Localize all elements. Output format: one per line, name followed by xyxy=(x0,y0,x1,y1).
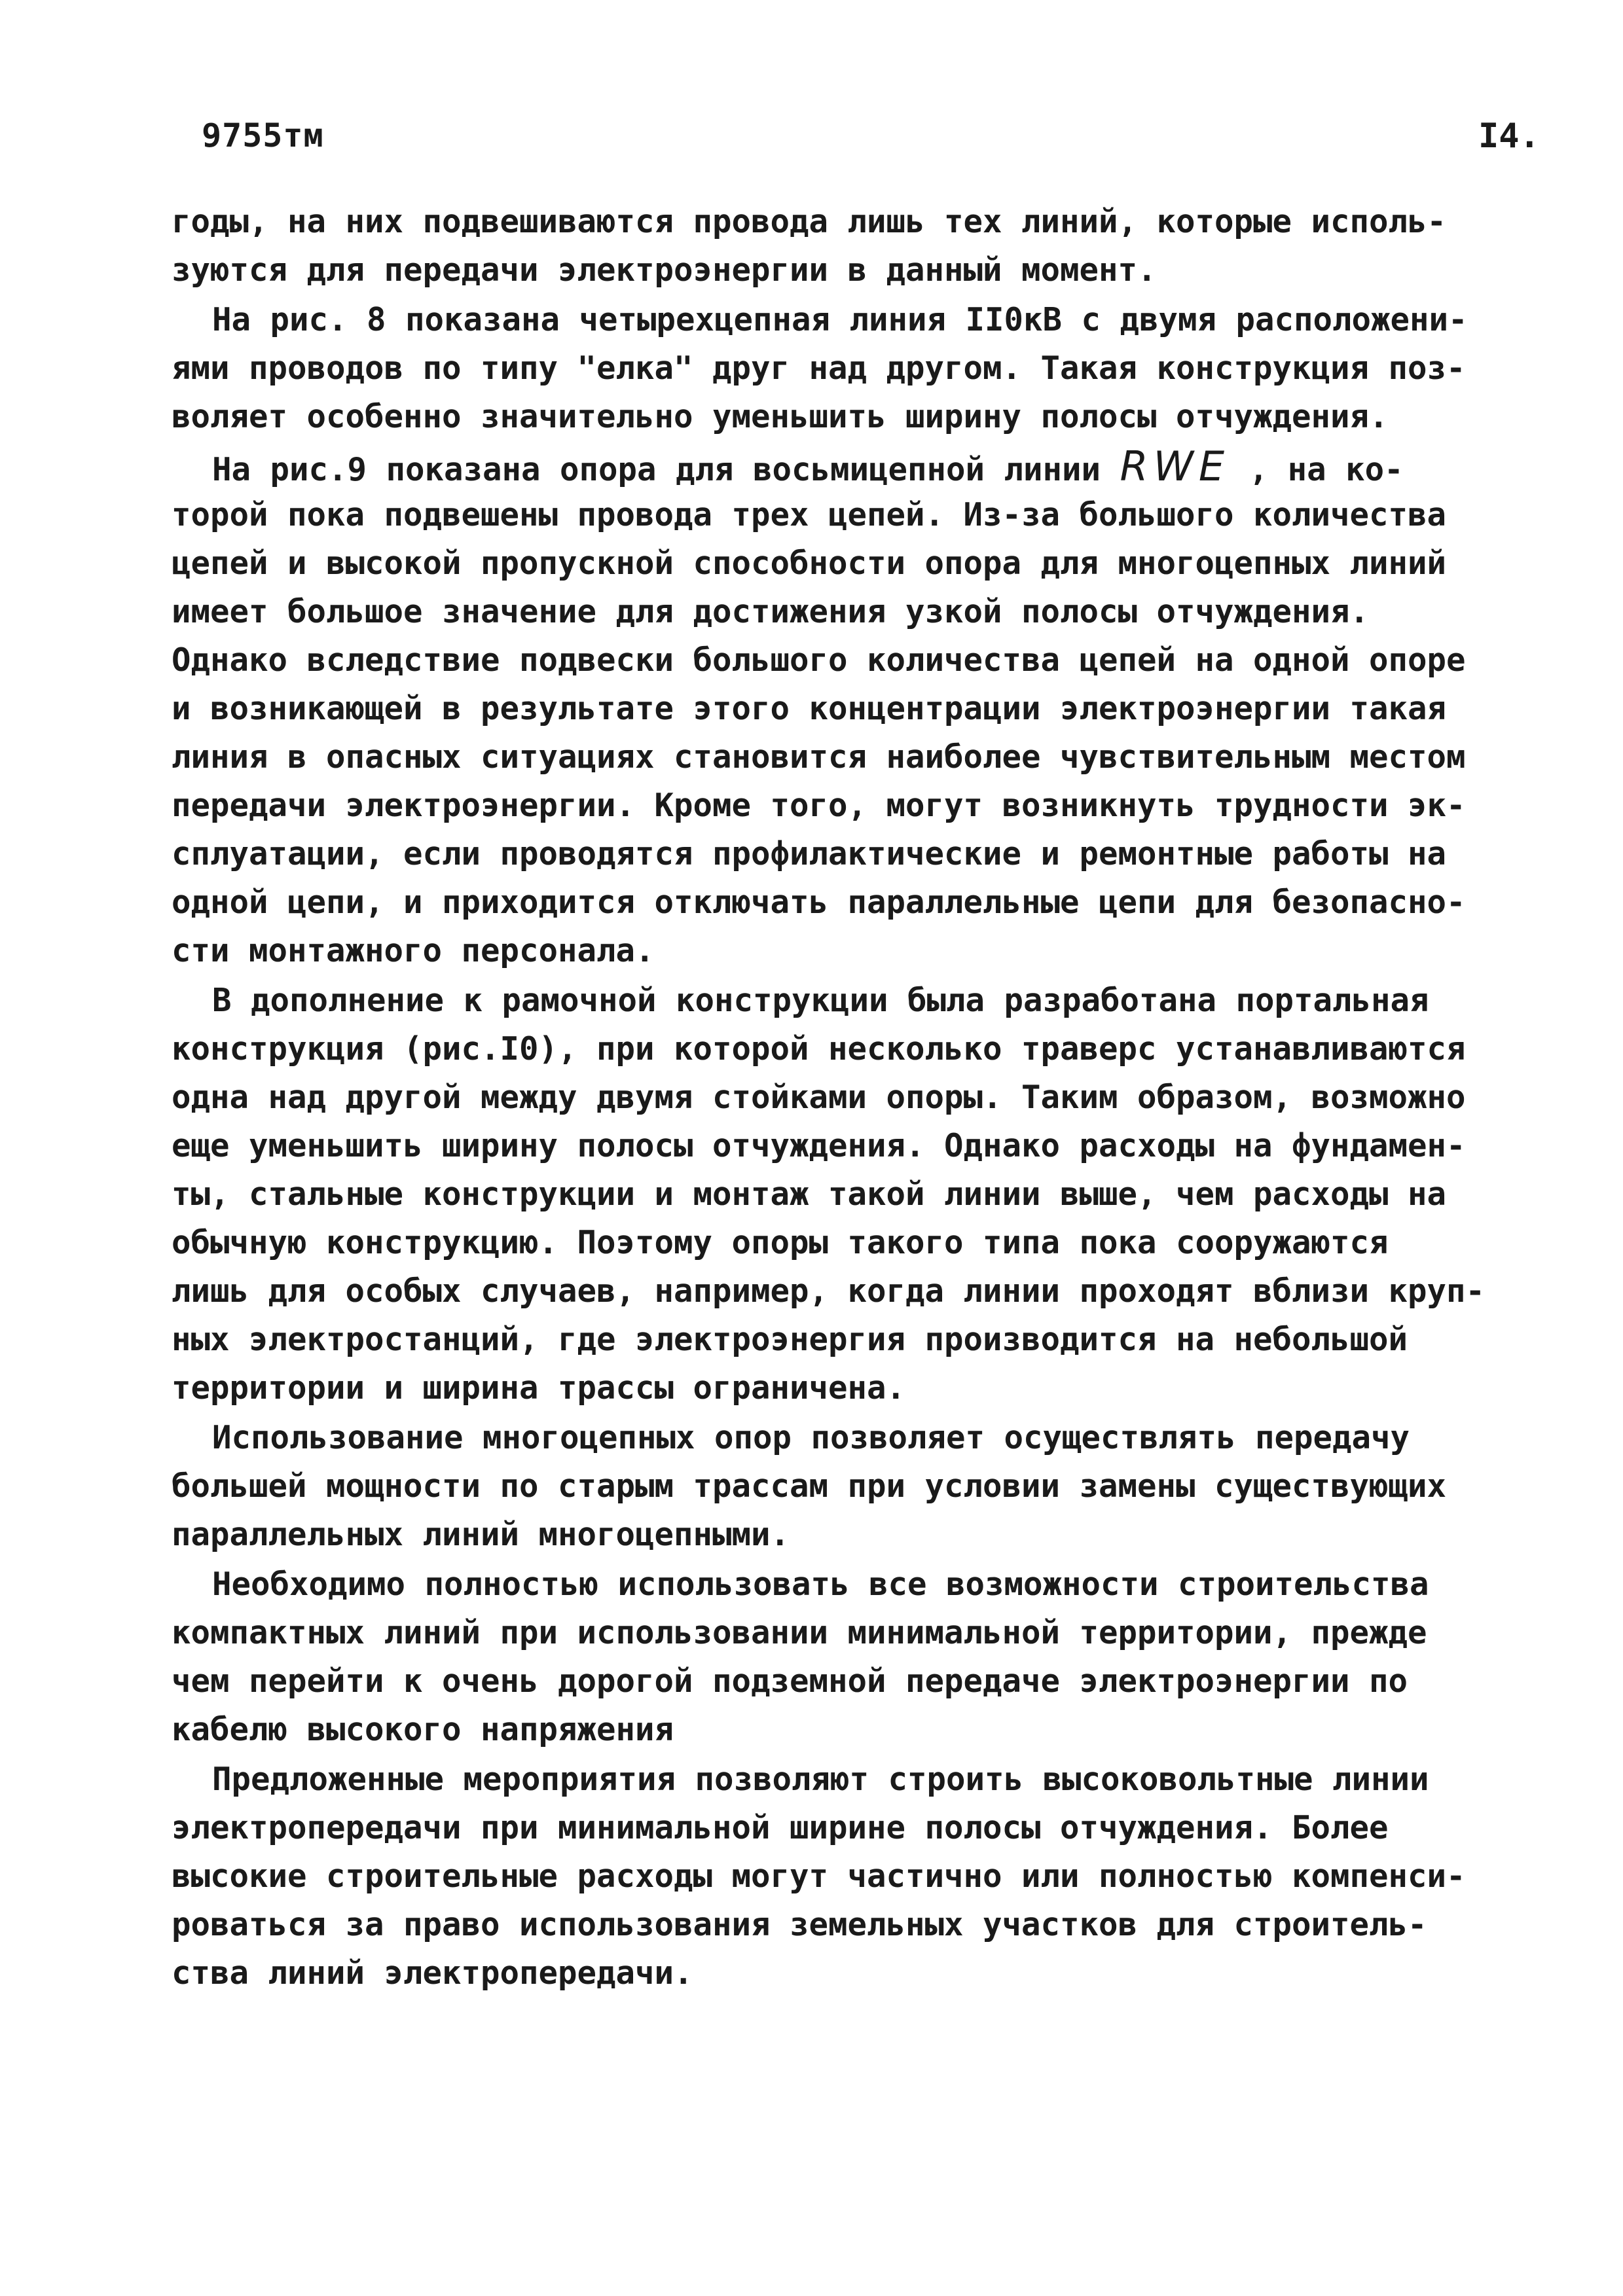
text-line: годы, на них подвешиваются провода лишь тех линий, которые исполь- xyxy=(172,203,1447,240)
text-line: воляет особенно значительно уменьшить ширину полосы отчуждения. xyxy=(172,398,1389,435)
body-text xyxy=(172,198,1494,1999)
text-line: имеет большое значение для достижения узкой полосы отчуждения. xyxy=(172,593,1370,630)
text-line: электропередачи при минимальной ширине полосы отчуждения. Более xyxy=(172,1809,1389,1846)
text-line: территории и ширина трассы ограничена. xyxy=(172,1369,906,1407)
text-line: Предложенные мероприятия позволяют строить высоковольтные линии xyxy=(212,1761,1429,1798)
text-line: и возникающей в результате этого концентрации электроэнергии такая xyxy=(172,690,1447,727)
paragraph-3 xyxy=(172,442,1494,975)
text-line: передачи электроэнергии. Кроме того, могут возникнуть трудности эк- xyxy=(172,787,1466,824)
text-line: высокие строительные расходы могут частично или полностью компенси- xyxy=(172,1857,1466,1895)
text-line: компактных линий при использовании минимальной территории, прежде xyxy=(172,1614,1427,1651)
text-line: одна над другой между двумя стойками опоры. Таким образом, возможно xyxy=(172,1079,1466,1116)
text-line: линия в опасных ситуациях становится наиболее чувствительным местом xyxy=(172,738,1466,776)
paragraph-2 xyxy=(172,296,1494,441)
page-number: I4. xyxy=(1478,117,1540,156)
text-line: В дополнение к рамочной конструкции была разработана портальная xyxy=(212,982,1429,1019)
text-fragment: , на ко- xyxy=(1230,451,1404,488)
text-line: лишь для особых случаев, например, когда линии проходят вблизи круп- xyxy=(172,1272,1486,1310)
paragraph-7 xyxy=(172,1755,1494,1998)
text-line: ями проводов по типу "елка" друг над другом. Такая конструкция поз- xyxy=(172,350,1466,387)
text-line: сплуатации, если проводятся профилактические и ремонтные работы на xyxy=(172,835,1447,872)
text-line: сти монтажного персонала. xyxy=(172,932,655,969)
text-line: параллельных линий многоцепными. xyxy=(172,1516,790,1553)
text-line xyxy=(172,442,1494,491)
text-line: ты, стальные конструкции и монтаж такой линии выше, чем расходы на xyxy=(172,1175,1447,1213)
text-line: зуются для передачи электроэнергии в данный момент. xyxy=(172,251,1157,289)
paragraph-1 xyxy=(172,198,1494,295)
handwritten-insertion: RWE xyxy=(1120,442,1230,490)
text-line: большей мощности по старым трассам при условии замены существующих xyxy=(172,1467,1447,1505)
text-line: еще уменьшить ширину полосы отчуждения. Однако расходы на фундамен- xyxy=(172,1127,1466,1164)
text-line: Однако вследствие подвески большого количества цепей на одной опоре xyxy=(172,641,1466,679)
text-line: ных электростанций, где электроэнергия производится на небольшой xyxy=(172,1321,1408,1358)
text-line: На рис. 8 показана четырехцепная линия II0кВ с двумя расположени- xyxy=(212,301,1468,338)
text-line: цепей и высокой пропускной способности опора для многоцепных линий xyxy=(172,545,1447,582)
text-line: кабелю высокого напряжения xyxy=(172,1711,674,1748)
paragraph-5 xyxy=(172,1414,1494,1559)
text-line: конструкция (рис.I0), при которой несколько траверс устанавливаются xyxy=(172,1030,1466,1067)
text-line: торой пока подвешены провода трех цепей. Из-за большого количества xyxy=(172,496,1447,533)
text-line: Необходимо полностью использовать все возможности строительства xyxy=(212,1566,1429,1603)
text-line: Использование многоцепных опор позволяет осуществлять передачу xyxy=(212,1419,1410,1456)
text-line: одной цепи, и приходится отключать параллельные цепи для безопасно- xyxy=(172,884,1466,921)
text-line: ства линий электропередачи. xyxy=(172,1954,693,1992)
text-fragment: На рис.9 показана опора для восьмицепной линии xyxy=(212,451,1120,488)
text-line: обычную конструкцию. Поэтому опоры такого типа пока сооружаются xyxy=(172,1224,1389,1261)
text-line: роваться за право использования земельных участков для строитель- xyxy=(172,1906,1427,1943)
paragraph-6 xyxy=(172,1560,1494,1754)
text-line: чем перейти к очень дорогой подземной передаче электроэнергии по xyxy=(172,1662,1408,1700)
document-id: 9755тм xyxy=(202,117,324,154)
paragraph-4 xyxy=(172,977,1494,1412)
